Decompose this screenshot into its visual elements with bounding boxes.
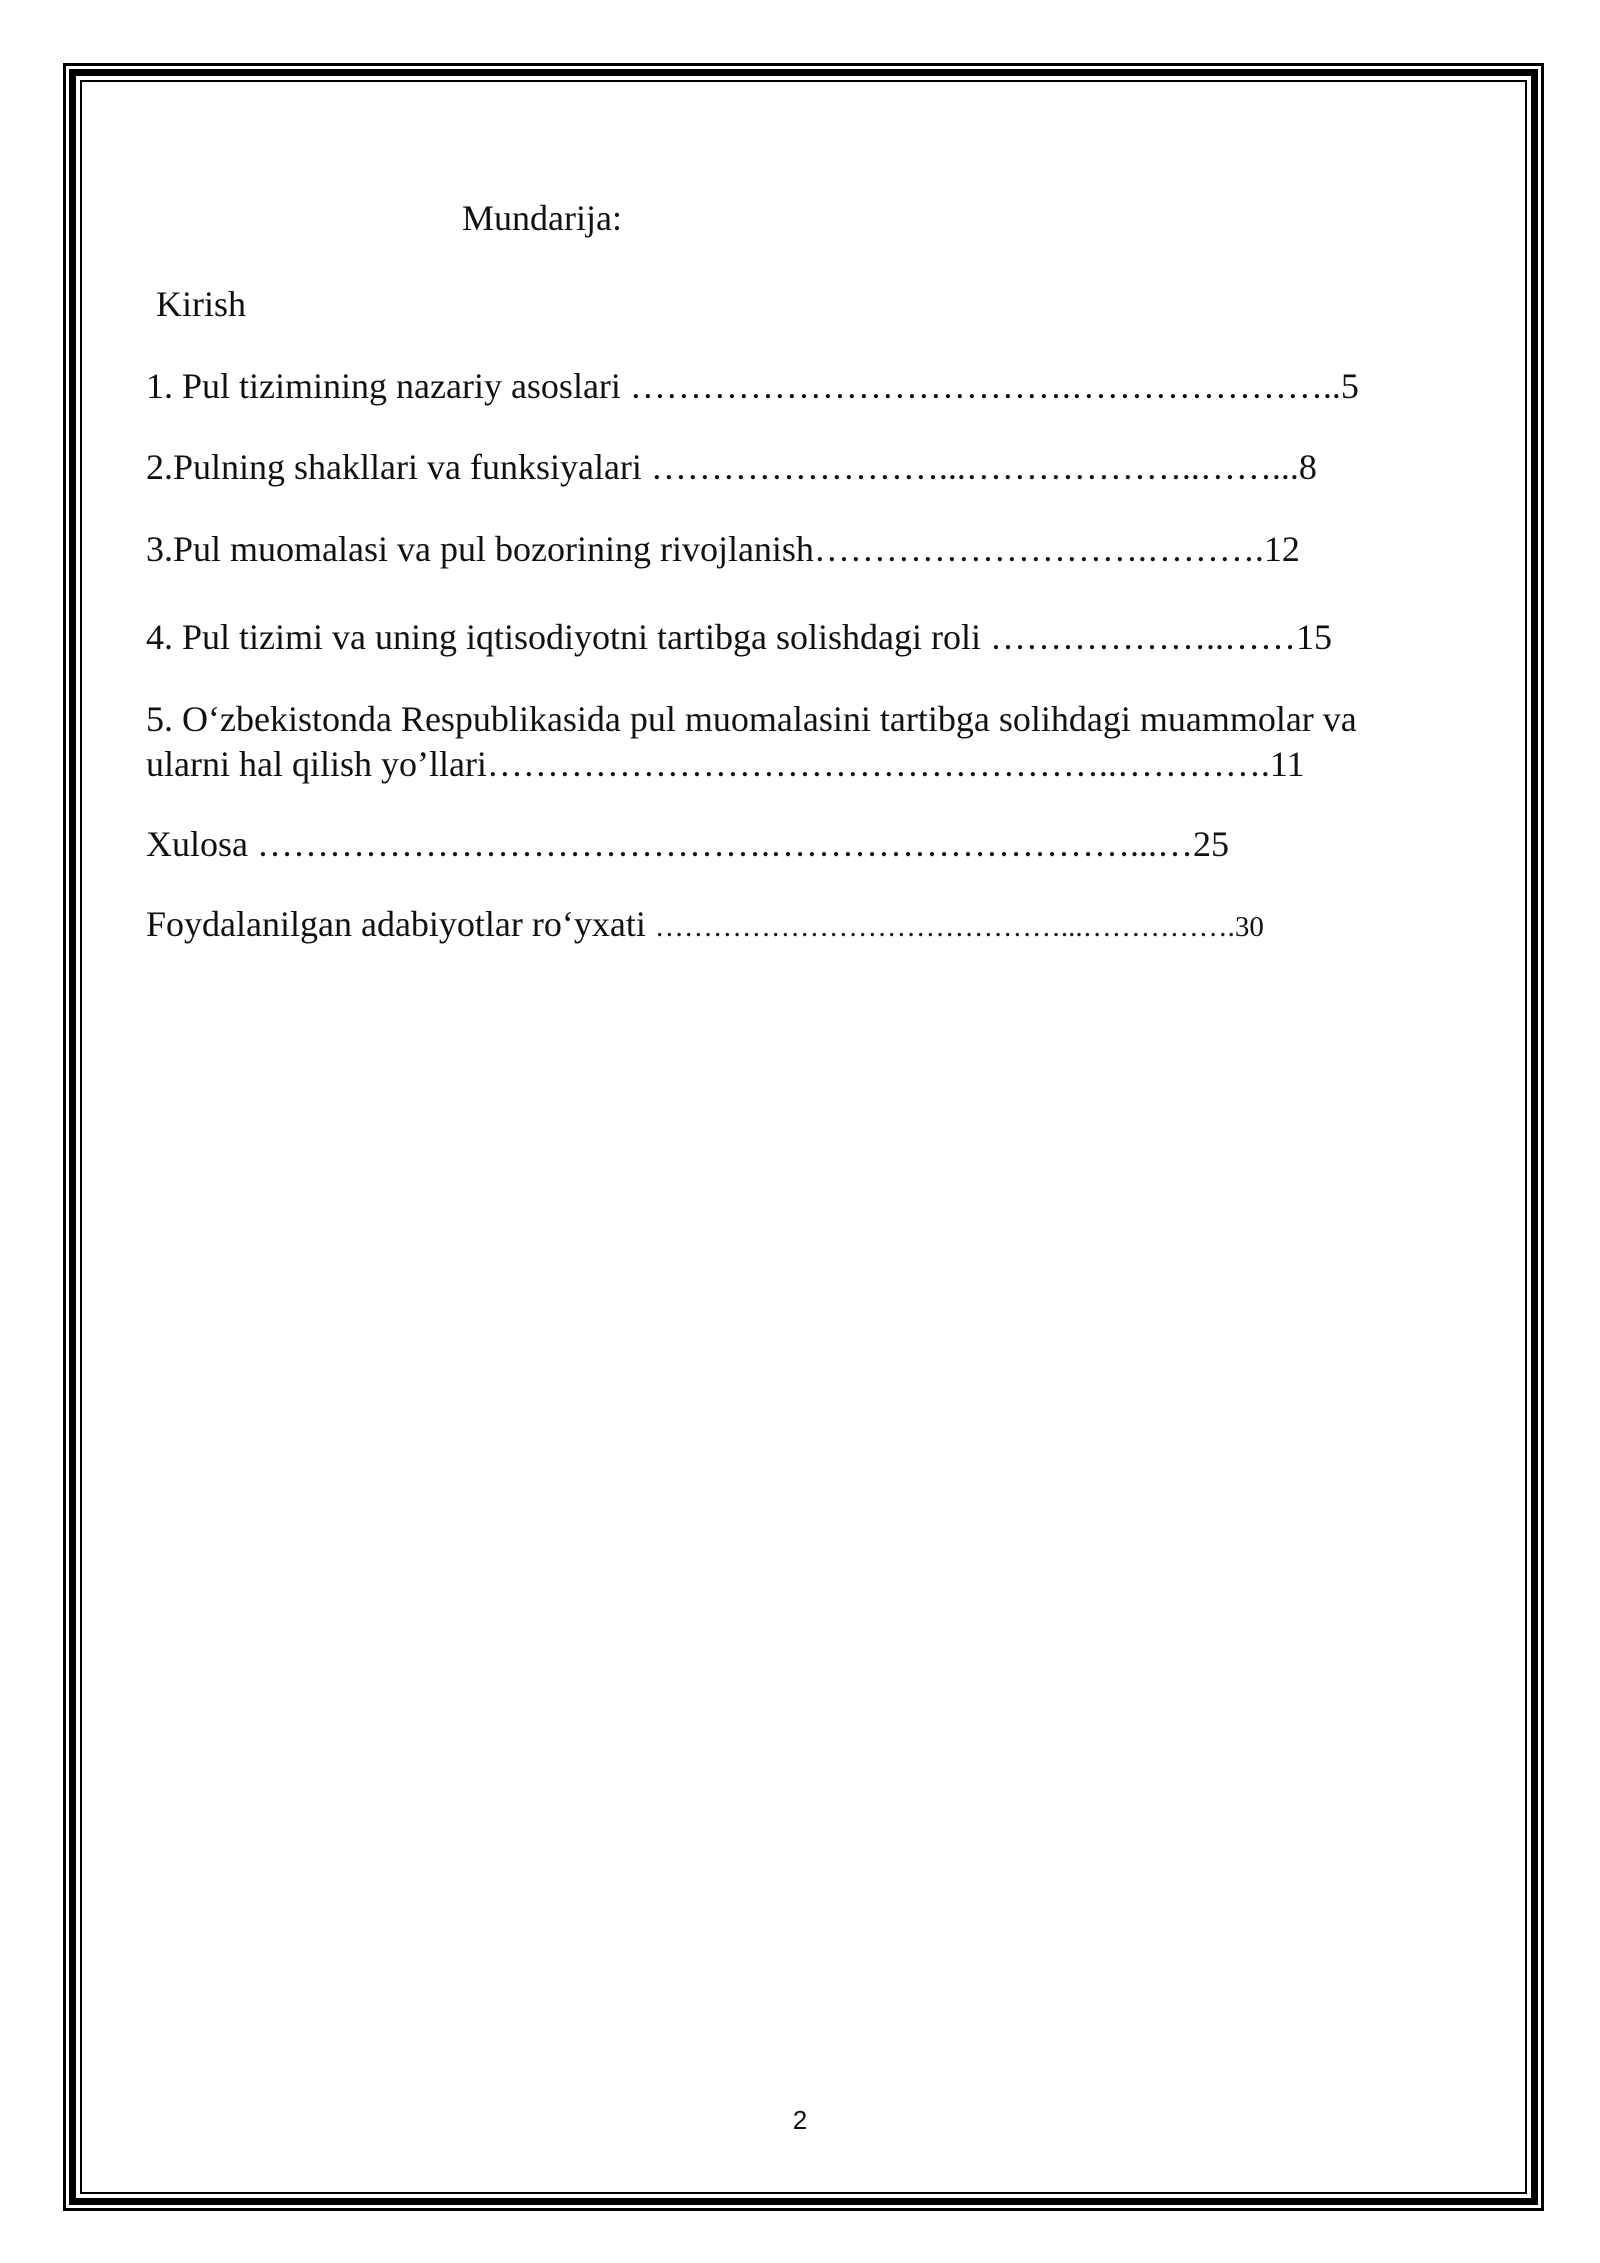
toc-entry-1: 1. Pul tizimining nazariy asoslari ……………………………….…………………..5 bbox=[146, 366, 1359, 406]
toc-entry-kirish: Kirish bbox=[156, 284, 246, 324]
toc-entry-2: 2.Pulning shakllari va funksiyalari ……………………...………………..……...8 bbox=[146, 447, 1317, 487]
toc-entry-3: 3.Pul muomalasi va pul bozorining rivojlanish……………………….……….12 bbox=[146, 529, 1300, 569]
toc-entry-5-line-2: ularni hal qilish yo’llari……………………………………………..………….11 bbox=[146, 744, 1305, 784]
toc-entry-references-label: Foydalanilgan adabiyotlar ro‘yxati bbox=[146, 904, 655, 944]
page-number: 2 bbox=[792, 2105, 808, 2135]
toc-entry-references bbox=[146, 900, 1264, 951]
toc-entry-4: 4. Pul tizimi va uning iqtisodiyotni tartibga solishdagi roli ………………..……15 bbox=[146, 617, 1332, 657]
toc-entry-references-dots: ……………………………………...……………. bbox=[654, 911, 1235, 943]
toc-entry-5-line-1: 5. O‘zbekistonda Respublikasida pul muomalasini tartibga solihdagi muammolar va bbox=[146, 699, 1357, 739]
toc-title: Mundarija: bbox=[462, 198, 622, 238]
toc-entry-xulosa: Xulosa …………………………………….…………………………...…25 bbox=[146, 824, 1229, 864]
toc-entry-references-page: 30 bbox=[1234, 911, 1264, 943]
